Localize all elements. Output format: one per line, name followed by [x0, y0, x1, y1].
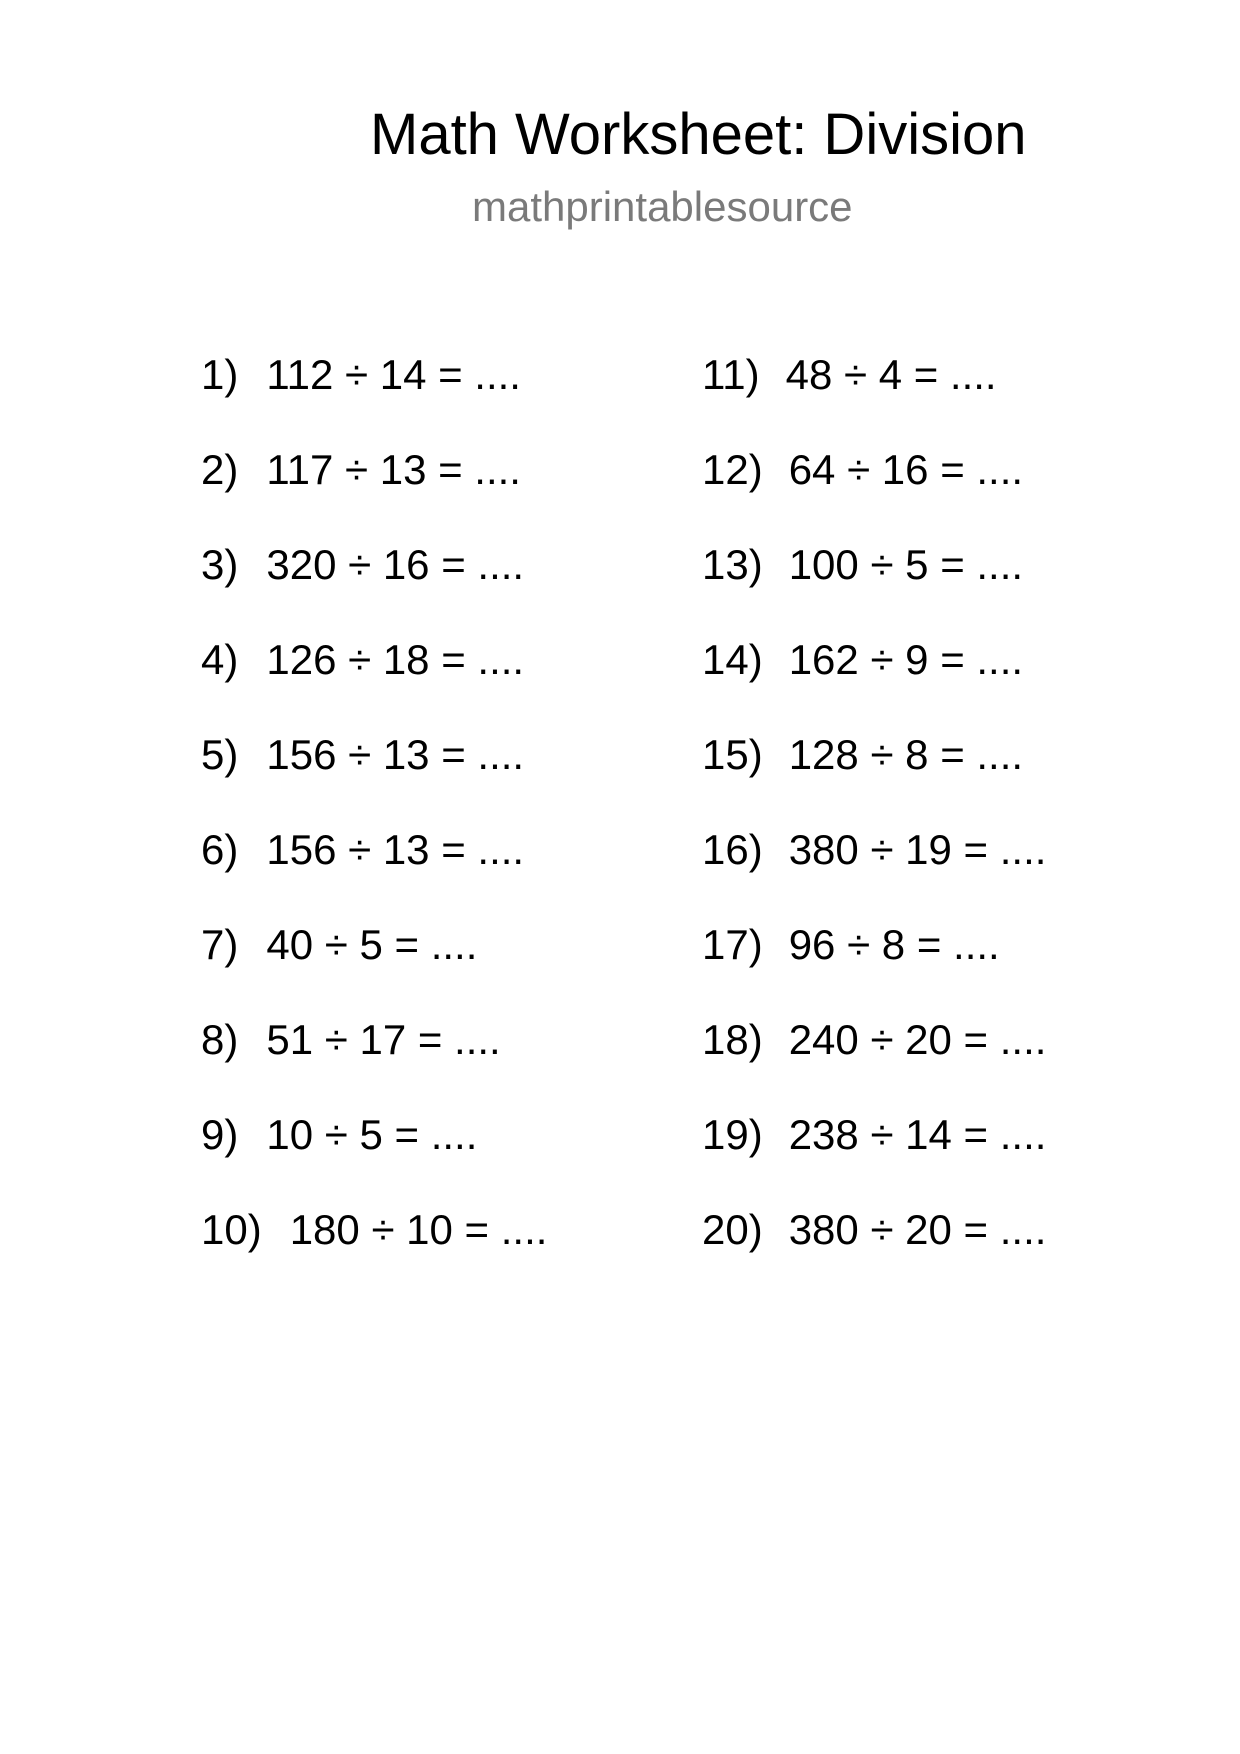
problem-expression: 112 ÷ 14 = ....	[266, 351, 521, 398]
problem-item	[201, 1110, 547, 1205]
problem-expression: 380 ÷ 19 = ....	[788, 826, 1047, 873]
problem-number: 9)	[201, 1111, 239, 1158]
problem-number: 1)	[201, 351, 239, 398]
problem-expression: 96 ÷ 8 = ....	[788, 921, 1000, 968]
problem-number: 11)	[702, 351, 760, 398]
problem-item	[201, 1205, 547, 1300]
problem-item	[702, 730, 1046, 825]
problem-number: 20)	[702, 1206, 763, 1253]
problem-number: 10)	[201, 1206, 262, 1253]
problem-number: 12)	[702, 446, 763, 493]
problem-item	[702, 1015, 1046, 1110]
problem-expression: 156 ÷ 13 = ....	[266, 731, 525, 778]
problem-item	[702, 350, 1046, 445]
problems-column-left	[201, 350, 547, 1300]
problem-item	[702, 920, 1046, 1015]
worksheet-source: mathprintablesource	[472, 183, 853, 230]
problem-number: 17)	[702, 921, 763, 968]
problem-item	[201, 445, 547, 540]
problem-expression: 117 ÷ 13 = ....	[266, 446, 521, 493]
problem-item	[201, 1015, 547, 1110]
problems-column-right	[702, 350, 1046, 1300]
problem-item	[702, 1110, 1046, 1205]
problem-item	[702, 1205, 1046, 1300]
problem-expression: 48 ÷ 4 = ....	[785, 351, 997, 398]
problem-number: 15)	[702, 731, 763, 778]
problem-expression: 40 ÷ 5 = ....	[266, 921, 478, 968]
problem-item	[702, 635, 1046, 730]
problem-number: 18)	[702, 1016, 763, 1063]
problem-expression: 240 ÷ 20 = ....	[788, 1016, 1047, 1063]
problem-number: 3)	[201, 541, 239, 588]
problem-expression: 320 ÷ 16 = ....	[266, 541, 525, 588]
problem-number: 4)	[201, 636, 239, 683]
problem-expression: 51 ÷ 17 = ....	[266, 1016, 501, 1063]
problem-number: 7)	[201, 921, 239, 968]
problem-expression: 128 ÷ 8 = ....	[788, 731, 1024, 778]
problem-item	[702, 540, 1046, 635]
problem-item	[201, 350, 547, 445]
problem-number: 6)	[201, 826, 239, 873]
problem-expression: 180 ÷ 10 = ....	[289, 1206, 548, 1253]
problem-number: 2)	[201, 446, 239, 493]
problem-item	[702, 825, 1046, 920]
problem-number: 8)	[201, 1016, 239, 1063]
problem-item	[201, 540, 547, 635]
problem-number: 19)	[702, 1111, 763, 1158]
problem-number: 14)	[702, 636, 763, 683]
problem-item	[201, 635, 547, 730]
problem-number: 5)	[201, 731, 239, 778]
worksheet-title: Math Worksheet: Division	[370, 102, 1027, 167]
problem-expression: 64 ÷ 16 = ....	[788, 446, 1024, 493]
problem-expression: 126 ÷ 18 = ....	[266, 636, 525, 683]
problem-item	[201, 825, 547, 920]
problem-expression: 162 ÷ 9 = ....	[788, 636, 1024, 683]
problem-expression: 10 ÷ 5 = ....	[266, 1111, 478, 1158]
problem-item	[702, 445, 1046, 540]
problem-number: 13)	[702, 541, 763, 588]
problem-expression: 156 ÷ 13 = ....	[266, 826, 525, 873]
problem-expression: 100 ÷ 5 = ....	[788, 541, 1024, 588]
problem-expression: 380 ÷ 20 = ....	[788, 1206, 1047, 1253]
problem-number: 16)	[702, 826, 763, 873]
problem-expression: 238 ÷ 14 = ....	[788, 1111, 1047, 1158]
problem-item	[201, 730, 547, 825]
problem-item	[201, 920, 547, 1015]
